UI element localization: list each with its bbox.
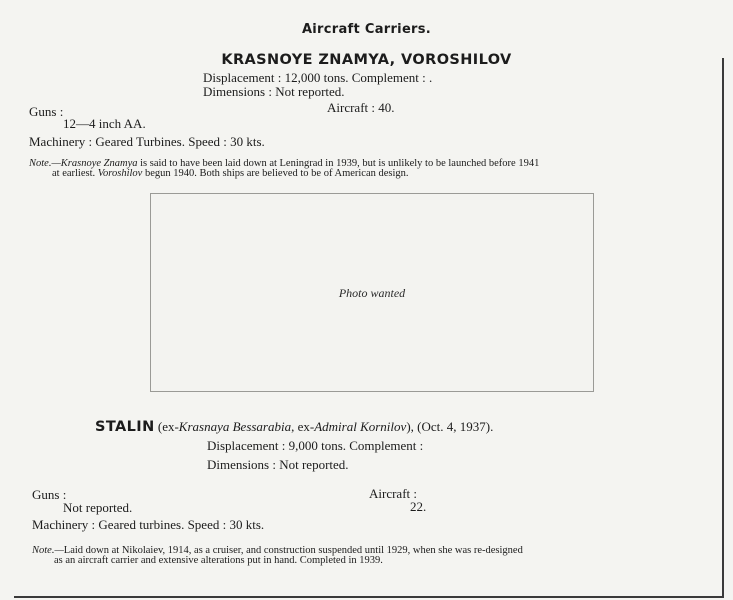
- note-text: is said to have been laid down at Leningrad in 1939, but is unlikely to be launched before 1941: [137, 158, 540, 169]
- note-ship-name: Voroshilov: [97, 168, 143, 179]
- ship2-ex-name2: Admiral Kornilov: [314, 419, 407, 434]
- note-text: Laid down at Nikolaiev, 1914, as a cruiser, and construction suspended until 1929, when she was re-designed: [63, 545, 523, 556]
- ship1-name: KRASNOYE ZNAMYA, VOROSHILOV: [221, 52, 512, 68]
- ship2-history-open: (ex-: [157, 419, 179, 434]
- ship1-aircraft: Aircraft : 40.: [327, 100, 395, 115]
- page-heading: Aircraft Carriers.: [301, 22, 432, 37]
- ship1-guns-value: 12—4 inch AA.: [63, 116, 146, 131]
- ship2-ex-name1: Krasnaya Bessarabia: [178, 419, 292, 434]
- note-prefix: Note.—: [32, 545, 64, 556]
- note-text: at earliest.: [52, 168, 98, 179]
- ship2-displacement: Displacement : 9,000 tons. Complement :: [207, 438, 424, 453]
- ship2-history-mid: , ex-: [291, 419, 315, 434]
- ship2-machinery: Machinery : Geared turbines. Speed : 30 kts.: [32, 517, 265, 532]
- ship2-guns-value: Not reported.: [63, 500, 133, 515]
- page-bottom-rule: [14, 596, 724, 598]
- ship2-aircraft-value: 22.: [410, 499, 427, 514]
- note-ship-name: Krasnoye Znamya: [60, 158, 138, 169]
- ship1-note-line2: [52, 168, 409, 179]
- note-text: begun 1940. Both ships are believed to be of American design.: [142, 168, 409, 179]
- ship1-displacement: Displacement : 12,000 tons. Complement : .: [203, 70, 433, 85]
- ship2-note-line2: as an aircraft carrier and extensive alterations put in hand. Completed in 1939.: [54, 555, 383, 566]
- ship2-header: [95, 419, 493, 435]
- note-prefix: Note.—: [29, 158, 61, 169]
- photo-wanted-label: Photo wanted: [338, 286, 406, 300]
- ship2-dimensions: Dimensions : Not reported.: [207, 457, 349, 472]
- ship1-guns-label: Guns :: [29, 104, 64, 119]
- ship2-aircraft-label: Aircraft :: [369, 486, 418, 501]
- page-right-rule: [722, 58, 724, 598]
- ship1-machinery: Machinery : Geared Turbines. Speed : 30 kts.: [29, 134, 265, 149]
- ship2-guns-label: Guns :: [32, 487, 67, 502]
- ship1-dimensions: Dimensions : Not reported.: [203, 84, 345, 99]
- ship2-history-close: ), (Oct. 4, 1937).: [406, 419, 494, 434]
- ship2-name: STALIN: [95, 419, 155, 435]
- photo-placeholder-box: [150, 193, 594, 392]
